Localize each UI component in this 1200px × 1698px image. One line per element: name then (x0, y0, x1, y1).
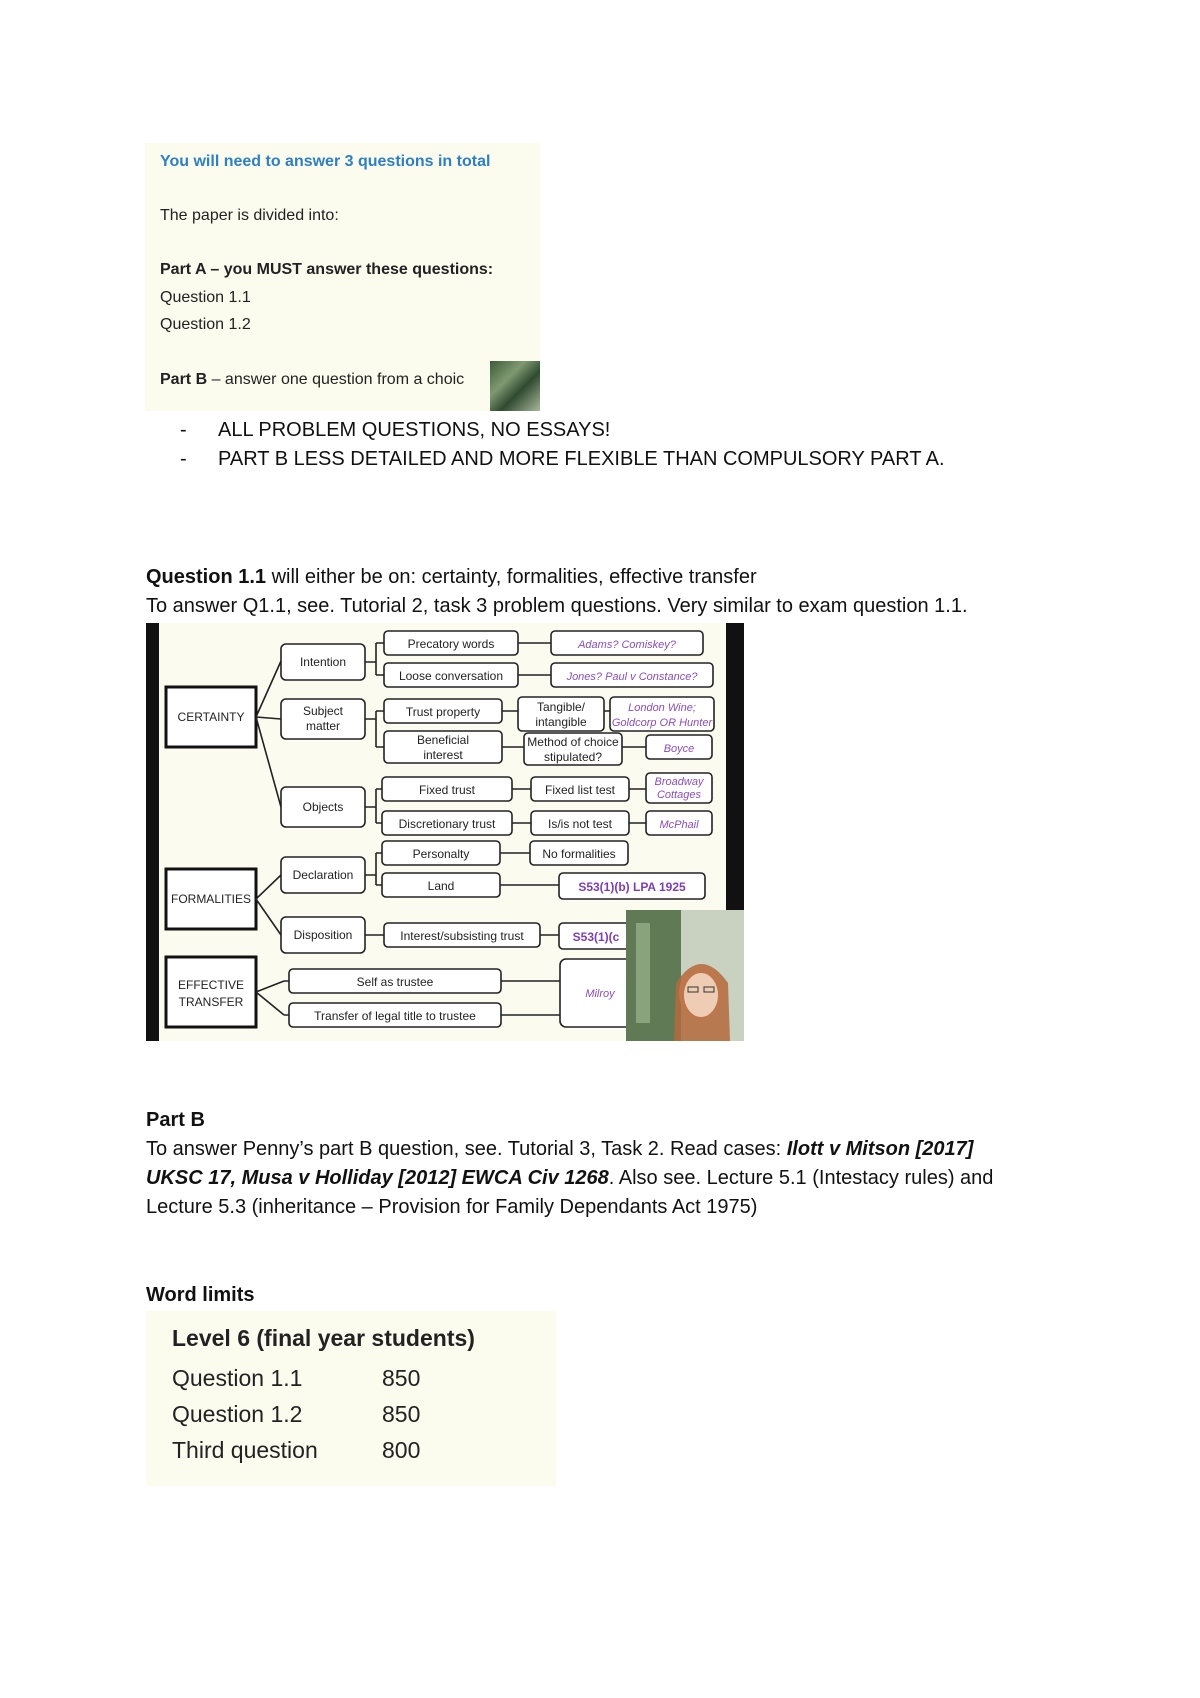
word-limits-heading: Word limits (146, 1284, 255, 1306)
word-limit-row (172, 1401, 421, 1428)
is-not-label: Is/is not test (547, 817, 613, 831)
interest-label: interest (423, 748, 463, 762)
bullet-item: - ALL PROBLEM QUESTIONS, NO ESSAYS! (180, 419, 611, 441)
bullet-text: ALL PROBLEM QUESTIONS, NO ESSAYS! (218, 419, 611, 441)
slide-divided-text: The paper is divided into: (160, 207, 339, 224)
word-limit-label: Third question (172, 1437, 318, 1463)
case-ilott: Ilott v Mitson [2017] (786, 1138, 974, 1160)
beneficial-label: Beneficial (416, 733, 470, 747)
part-a-label: Part A (160, 261, 206, 278)
word-limit-label: Question 1.1 (172, 1365, 303, 1391)
word-limit-value: 800 (382, 1437, 421, 1463)
word-limits-section (146, 1281, 255, 1310)
level-heading: Level 6 (final year students) (172, 1325, 475, 1351)
subject-connectors (365, 711, 384, 747)
part-b-text-2: . Also see. Lecture 5.1 (Intestacy rules) and (608, 1167, 994, 1189)
part-b-heading: Part B (146, 1109, 205, 1131)
part-b-text-3: Lecture 5.3 (inheritance – Provision for Family Dependants Act 1975) (146, 1196, 758, 1218)
word-limit-value: 850 (382, 1401, 421, 1427)
case-musa: UKSC 17, Musa v Holliday [2012] EWCA Civ 1268 (146, 1167, 609, 1189)
declaration-connectors (365, 853, 382, 885)
intention-connectors (365, 643, 384, 675)
certainty-connectors (256, 661, 281, 807)
bullet-item: - PART B LESS DETAILED AND MORE FLEXIBLE THAN COMPULSORY PART A. (180, 448, 945, 470)
question-1-1-label: Question 1.1 (146, 566, 267, 588)
part-b-label: Part B (160, 371, 208, 388)
broadway-label: Broadway (654, 776, 704, 788)
part-b-text: – answer one question from a choic (207, 371, 465, 388)
slide-question-1-2: Question 1.2 (160, 316, 251, 333)
intention-label: Intention (299, 655, 347, 669)
presenter-video-thumbnail (490, 361, 540, 411)
subject-label: Subject (302, 704, 344, 718)
s53c-label: S53(1)(c (572, 930, 620, 944)
question-1-1-guidance: To answer Q1.1, see. Tutorial 2, task 3 problem questions. Very similar to exam question 1.1. (146, 595, 968, 617)
slide-part-b (160, 371, 464, 389)
formalities-label: FORMALITIES (170, 892, 252, 906)
s53b-label: S53(1)(b) LPA 1925 (578, 880, 686, 894)
declaration-label: Declaration (292, 868, 354, 882)
slide-part-a (160, 261, 493, 279)
intangible-label: intangible (535, 715, 587, 729)
milroy-label: Milroy (585, 988, 615, 1000)
presenter-video (626, 910, 744, 1041)
mcphail-label: McPhail (659, 819, 699, 831)
matter-label: matter (305, 719, 341, 733)
word-limit-row (172, 1437, 421, 1464)
word-limit-row (172, 1365, 421, 1392)
london-wine-label: London Wine; (628, 702, 696, 714)
objects-connectors (365, 789, 382, 823)
tangible-label: Tangible/ (536, 700, 586, 714)
exam-structure-slide (145, 143, 540, 411)
slide-title: You will need to answer 3 questions in total (160, 153, 491, 170)
objects-label: Objects (302, 800, 344, 814)
word-limit-label: Question 1.2 (172, 1401, 303, 1427)
left-black-bar (146, 623, 159, 1041)
method-label: Method of choice (527, 735, 619, 749)
certainty-label: CERTAINTY (177, 710, 245, 724)
transfer-legal-label: Transfer of legal title to trustee (314, 1009, 476, 1023)
adams-case-label: Adams? Comiskey? (578, 639, 676, 651)
fixed-trust-label: Fixed trust (418, 783, 476, 797)
right-black-bar (726, 623, 744, 923)
effective-connectors (256, 981, 284, 1015)
formalities-connectors (256, 875, 281, 935)
interest-subsisting-label: Interest/subsisting trust (400, 929, 524, 943)
precatory-label: Precatory words (407, 637, 495, 651)
goldcorp-label: Goldcorp OR Hunter (611, 717, 713, 729)
question-1-1-paragraph (146, 563, 968, 621)
effective-transfer-box (166, 957, 256, 1027)
transfer-label: TRANSFER (178, 995, 244, 1009)
fixed-list-label: Fixed list test (544, 783, 616, 797)
loose-label: Loose conversation (398, 669, 504, 683)
no-formalities-label: No formalities (542, 847, 616, 861)
bullet-text: PART B LESS DETAILED AND MORE FLEXIBLE THAN COMPULSORY PART A. (218, 448, 945, 470)
cottages-label: Cottages (656, 789, 702, 801)
bullet-list (180, 416, 945, 474)
part-b-section (146, 1106, 993, 1222)
part-b-text-1: To answer Penny’s part B question, see. Tutorial 3, Task 2. Read cases: (146, 1138, 787, 1160)
part-a-text: – you MUST answer these questions: (205, 261, 494, 278)
word-limit-value: 850 (382, 1365, 421, 1391)
effective-label: EFFECTIVE (177, 978, 245, 992)
personalty-label: Personalty (412, 847, 470, 861)
slide-question-1-1: Question 1.1 (160, 289, 251, 306)
jones-case-label: Jones? Paul v Constance? (566, 671, 698, 683)
question-1-1-topics: will either be on: certainty, formalities, effective transfer (266, 566, 757, 588)
boyce-label: Boyce (663, 743, 695, 755)
trust-property-label: Trust property (405, 705, 481, 719)
discretionary-label: Discretionary trust (398, 817, 496, 831)
land-label: Land (427, 879, 455, 893)
stipulated-label: stipulated? (543, 750, 603, 764)
word-limits-slide (146, 1311, 556, 1486)
disposition-label: Disposition (293, 928, 353, 942)
trusts-flow-diagram (146, 623, 744, 1041)
self-trustee-label: Self as trustee (356, 975, 434, 989)
